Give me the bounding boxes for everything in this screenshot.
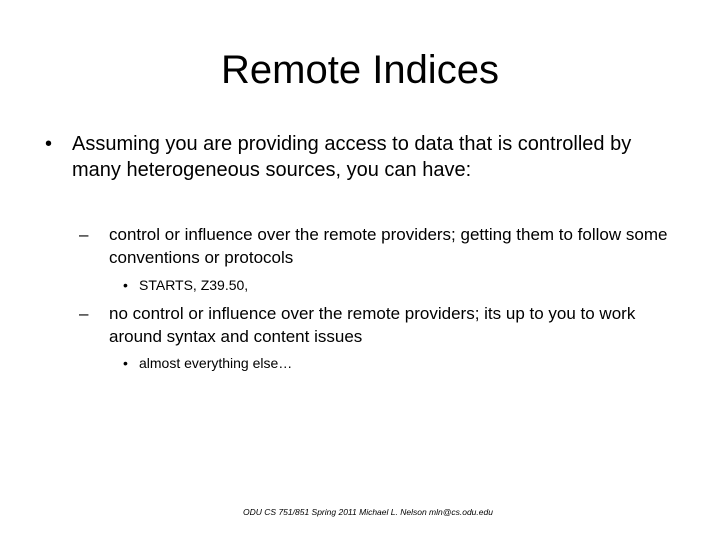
bullet-item-level2: [79, 302, 669, 348]
bullet-text: STARTS, Z39.50,: [139, 277, 249, 293]
bullet-text: almost everything else…: [139, 355, 293, 371]
slide-footer: [0, 506, 720, 518]
bullet-item-level3: [123, 276, 639, 294]
bullet-marker: •: [45, 133, 53, 155]
dash-marker: –: [79, 304, 89, 323]
bullet-text: control or influence over the remote providers; getting them to follow some conventions or protocols: [109, 225, 668, 267]
slide-title: Remote Indices: [221, 48, 499, 92]
bullet-item-level2: [79, 223, 669, 269]
bullet-marker: •: [123, 355, 128, 371]
footer-text: ODU CS 751/851 Spring 2011 Michael L. Nelson mln@cs.odu.edu: [243, 507, 493, 517]
dash-marker: –: [79, 225, 89, 244]
bullet-marker: •: [123, 277, 128, 293]
bullet-item-level1: [45, 131, 662, 183]
bullet-text: no control or influence over the remote providers; its up to you to work around syntax and content issues: [109, 304, 636, 346]
bullet-item-level3: [123, 354, 639, 372]
bullet-text: Assuming you are providing access to data that is controlled by many heterogeneous sources, you can have:: [72, 133, 632, 181]
